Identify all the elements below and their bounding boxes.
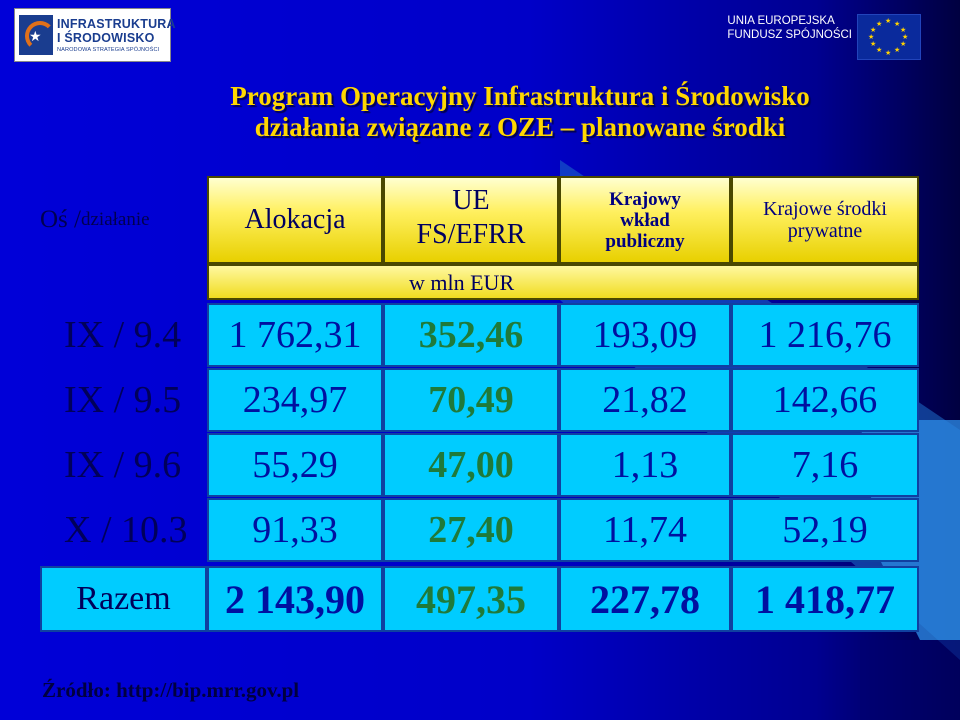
header-ue-line2: FS/EFRR xyxy=(416,219,526,250)
total-ue: 497,35 xyxy=(383,566,559,632)
total-alokacja: 2 143,90 xyxy=(207,566,383,632)
header-allocation xyxy=(207,176,383,264)
header-ue xyxy=(383,176,559,264)
header-national-public-label: Krajowy wkład publiczny xyxy=(605,188,685,252)
header-national-private xyxy=(731,176,919,264)
cell-alokacja: 91,33 xyxy=(207,498,383,562)
header-national-public xyxy=(559,176,731,264)
page-subtitle: działania związane z OZE – planowane środki xyxy=(254,112,786,142)
cell-ue: 47,00 xyxy=(383,433,559,497)
logo-line-3: NARODOWA STRATEGIA SPÓJNOŚCI xyxy=(57,47,160,53)
cell-prywatne: 7,16 xyxy=(731,433,919,497)
source-note: Źródło: http://bip.mrr.gov.pl xyxy=(42,678,300,702)
eu-line-1: UNIA EUROPEJSKA xyxy=(727,15,835,27)
cell-prywatne: 1 216,76 xyxy=(731,303,919,367)
cell-prywatne: 52,19 xyxy=(731,498,919,562)
cell-ue: 70,49 xyxy=(383,368,559,432)
header-axis xyxy=(40,176,204,264)
cell-ue: 27,40 xyxy=(383,498,559,562)
cell-publiczny: 1,13 xyxy=(559,433,731,497)
total-label: Razem xyxy=(40,566,207,632)
eu-label xyxy=(727,14,852,42)
header-axis-small: działanie xyxy=(80,209,150,230)
page-title: Program Operacyjny Infrastruktura i Środowisko xyxy=(230,81,810,111)
eu-line-2: FUNDUSZ SPÓJNOŚCI xyxy=(727,29,852,41)
row-label: IX / 9.4 xyxy=(64,314,182,356)
row-label: IX / 9.6 xyxy=(64,444,182,486)
logo-line-1: INFRASTRUKTURA xyxy=(57,17,176,31)
eu-flag-icon: ★ ★ ★ ★ ★ ★ ★ ★ ★ ★ ★ ★ xyxy=(857,14,921,60)
unit-label: w mln EUR xyxy=(409,270,515,295)
row-label: IX / 9.5 xyxy=(64,379,182,421)
logo-line-2: I ŚRODOWISKO xyxy=(57,31,155,45)
cell-alokacja: 234,97 xyxy=(207,368,383,432)
cell-publiczny: 193,09 xyxy=(559,303,731,367)
cell-publiczny: 21,82 xyxy=(559,368,731,432)
logo-emblem-icon: ★ xyxy=(19,15,53,55)
unit-bar xyxy=(207,264,919,300)
infrastruktura-logo xyxy=(14,8,176,62)
header-axis-label: Oś / xyxy=(40,206,81,233)
total-publiczny: 227,78 xyxy=(559,566,731,632)
cell-alokacja: 1 762,31 xyxy=(207,303,383,367)
header-ue-line1: UE xyxy=(452,185,490,216)
cell-alokacja: 55,29 xyxy=(207,433,383,497)
row-label: X / 10.3 xyxy=(64,509,188,551)
header-allocation-label: Alokacja xyxy=(244,204,346,235)
total-prywatne: 1 418,77 xyxy=(731,566,919,632)
cell-prywatne: 142,66 xyxy=(731,368,919,432)
header-national-private-label: Krajowe środki prywatne xyxy=(763,198,887,242)
cell-ue: 352,46 xyxy=(383,303,559,367)
cell-publiczny: 11,74 xyxy=(559,498,731,562)
